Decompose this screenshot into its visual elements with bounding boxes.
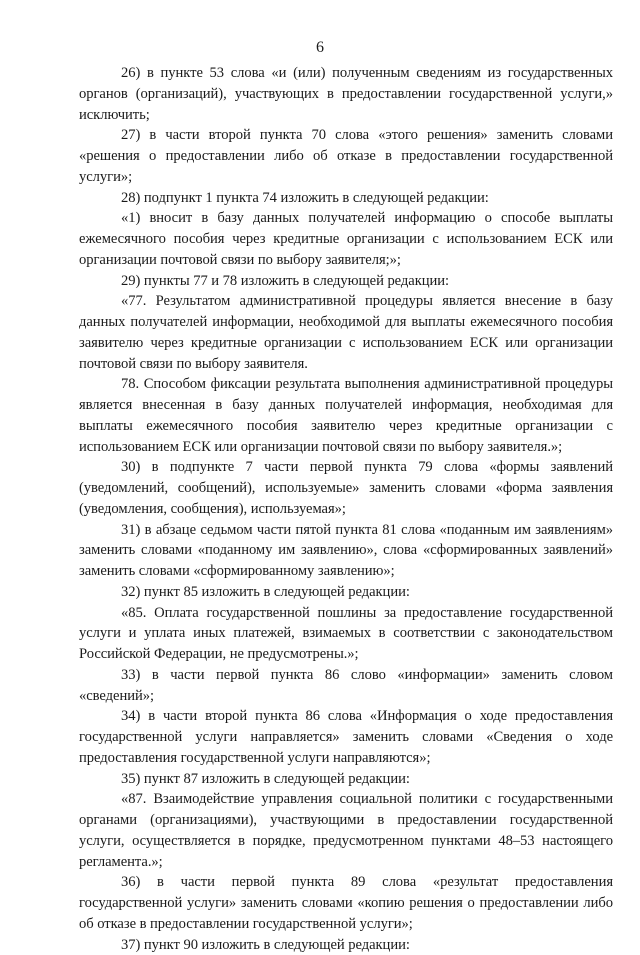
paragraph-quote-74-1: «1) вносит в базу данных получателей информацию о способе выплаты ежемесячного пособия через кредитные организации с использованием ЕСК или организации почтовой связи по выбору заявителя;»; — [79, 208, 613, 270]
paragraph-item-34: 34) в части второй пункта 86 слова «Информация о ходе предоставления государственной услуги направляется» заменить словами «Сведения о ходе предоставления государственной услуги направляются»; — [79, 706, 613, 768]
paragraph-item-31: 31) в абзаце седьмом части пятой пункта 81 слова «поданным им заявлениям» заменить словами «поданному им заявлению», слова «сформированных заявлений» заменить словами «сформированному заявлению»; — [79, 520, 613, 582]
paragraph-item-26: 26) в пункте 53 слова «и (или) полученным сведениям из государственных органов (организаций), участвующих в предоставлении государственной услуги,» исключить; — [79, 63, 613, 125]
document-body — [79, 63, 613, 955]
paragraph-item-37: 37) пункт 90 изложить в следующей редакции: — [79, 935, 613, 955]
paragraph-item-27: 27) в части второй пункта 70 слова «этого решения» заменить словами «решения о предоставлении либо об отказе в предоставлении государственной услуги»; — [79, 125, 613, 187]
paragraph-item-28: 28) подпункт 1 пункта 74 изложить в следующей редакции: — [79, 188, 613, 209]
paragraph-quote-85: «85. Оплата государственной пошлины за предоставление государственной услуги и уплата иных платежей, взимаемых в соответствии с законодательством Российской Федерации, не предусмотрены.»; — [79, 603, 613, 665]
paragraph-item-29: 29) пункты 77 и 78 изложить в следующей редакции: — [79, 271, 613, 292]
paragraph-item-30: 30) в подпункте 7 части первой пункта 79 слова «формы заявлений (уведомлений, сообщений), используемые» заменить словами «форма заявления (уведомления, сообщения), используемая»; — [79, 457, 613, 519]
paragraph-quote-78: 78. Способом фиксации результата выполнения административной процедуры является внесенная в базу данных получателей информация, необходимая для выплаты ежемесячного пособия заявителю через кредитные организации с использованием ЕСК или организации почтовой связи по выбору заявителя.»; — [79, 374, 613, 457]
paragraph-quote-77: «77. Результатом административной процедуры является внесение в базу данных получателей информации, необходимой для выплаты ежемесячного пособия заявителю через кредитные организации с использованием ЕСК или организации почтовой связи по выбору заявителя. — [79, 291, 613, 374]
paragraph-item-35: 35) пункт 87 изложить в следующей редакции: — [79, 769, 613, 790]
paragraph-quote-87: «87. Взаимодействие управления социальной политики с государственными органами (организациями), участвующими в предоставлении государственной услуги, осуществляется в порядке, предусмотренном пунктами 48–53 настоящего регламента.»; — [79, 789, 613, 872]
paragraph-item-36: 36) в части первой пункта 89 слова «результат предоставления государственной услуги» заменить словами «копию решения о предоставлении либо об отказе в предоставлении государственной услуги»; — [79, 872, 613, 934]
page-number: 6 — [0, 38, 640, 58]
paragraph-item-33: 33) в части первой пункта 86 слово «информации» заменить словом «сведений»; — [79, 665, 613, 707]
paragraph-item-32: 32) пункт 85 изложить в следующей редакции: — [79, 582, 613, 603]
